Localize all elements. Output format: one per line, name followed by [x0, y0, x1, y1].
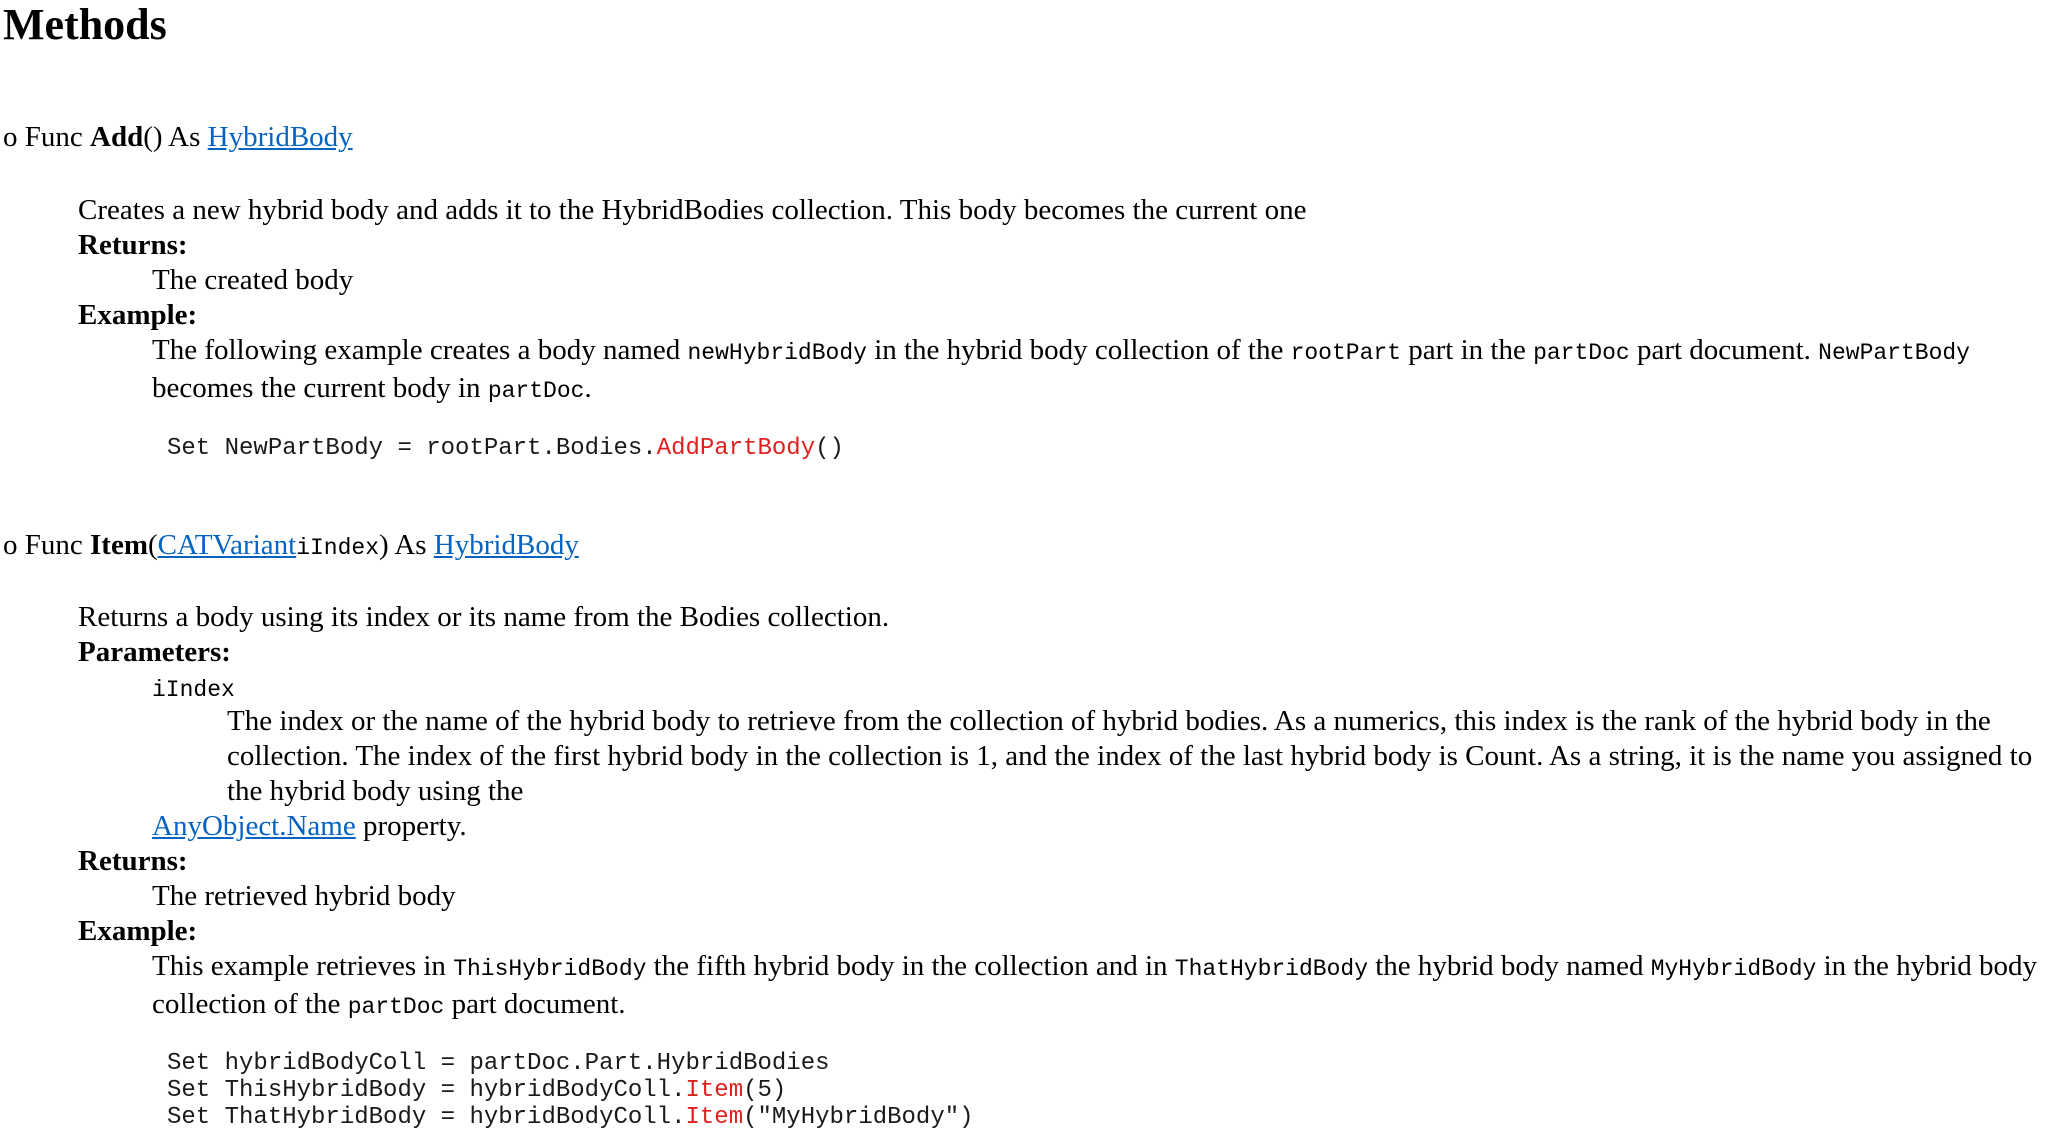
code-inline: ThatHybridBody	[1174, 956, 1368, 982]
param-label: iIndex	[152, 677, 235, 703]
param-type-link[interactable]: CATVariant	[157, 529, 297, 561]
code-inline: newHybridBody	[687, 340, 867, 366]
method-name: Item	[90, 529, 148, 561]
code-line: Set ThisHybridBody = hybridBodyColl.Item(5)	[167, 1077, 787, 1104]
method-prefix: o Func	[3, 121, 90, 153]
method-params: () As	[143, 121, 208, 153]
method-name: Add	[90, 121, 144, 153]
code-example: Set NewPartBody = rootPart.Bodies.AddPartBody()	[167, 435, 844, 462]
anyobject-name-link[interactable]: AnyObject.Name	[152, 810, 356, 842]
code-inline: rootPart	[1290, 340, 1401, 366]
code-inline: ThisHybridBody	[453, 956, 647, 982]
example-text: The following example creates a body named newHybridBody in the hybrid body collection of the rootPart part in the partDoc part document. NewPartBody becomes the current body in partDoc.	[152, 334, 1970, 404]
parameters-label: Parameters:	[78, 636, 231, 668]
code-inline: partDoc	[1533, 340, 1630, 366]
method-description: Returns a body using its index or its name from the Bodies collection.	[78, 601, 890, 633]
code-inline: partDoc	[487, 378, 585, 404]
param-name: iIndex	[296, 535, 380, 561]
method-prefix: o Func	[3, 529, 90, 561]
code-inline: MyHybridBody	[1650, 956, 1817, 982]
returns-text: The created body	[152, 264, 354, 296]
return-type-link[interactable]: HybridBody	[433, 529, 579, 561]
example-text: This example retrieves in ThisHybridBody the fifth hybrid body in the collection and in ThatHybridBody the hybrid body named MyHybridBody in the hybrid body collection of the partDoc part document.	[152, 950, 2038, 1020]
code-line: Set hybridBodyColl = partDoc.Part.HybridBodies	[167, 1050, 830, 1077]
param-link-line: AnyObject.Name property.	[152, 810, 467, 842]
returns-label: Returns:	[78, 845, 188, 877]
returns-text: The retrieved hybrid body	[152, 880, 456, 912]
param-description: The index or the name of the hybrid body to retrieve from the collection of hybrid bodies. As a numerics, this index is the rank of the hybrid body in the collection. The index of the first hybrid body in the collection is 1, and the index of the last hybrid body is Count. As a string, it is the name you assigned to the hybrid body using the	[227, 705, 2033, 807]
code-inline: NewPartBody	[1818, 340, 1970, 366]
return-type-link[interactable]: HybridBody	[207, 121, 353, 153]
example-label: Example:	[78, 915, 198, 947]
code-line: Set ThatHybridBody = hybridBodyColl.Item("MyHybridBody")	[167, 1104, 974, 1131]
method-signature-add	[3, 119, 353, 155]
method-signature-item: o Func Item(CATVariantiIndex) As HybridBody	[3, 529, 579, 561]
example-label: Example:	[78, 299, 198, 331]
code-inline: partDoc	[347, 994, 445, 1020]
page-title: Methods	[3, 0, 167, 49]
code-example	[167, 1050, 974, 1131]
method-description: Creates a new hybrid body and adds it to the HybridBodies collection. This body becomes the current one	[78, 194, 1307, 226]
returns-label: Returns:	[78, 229, 188, 261]
